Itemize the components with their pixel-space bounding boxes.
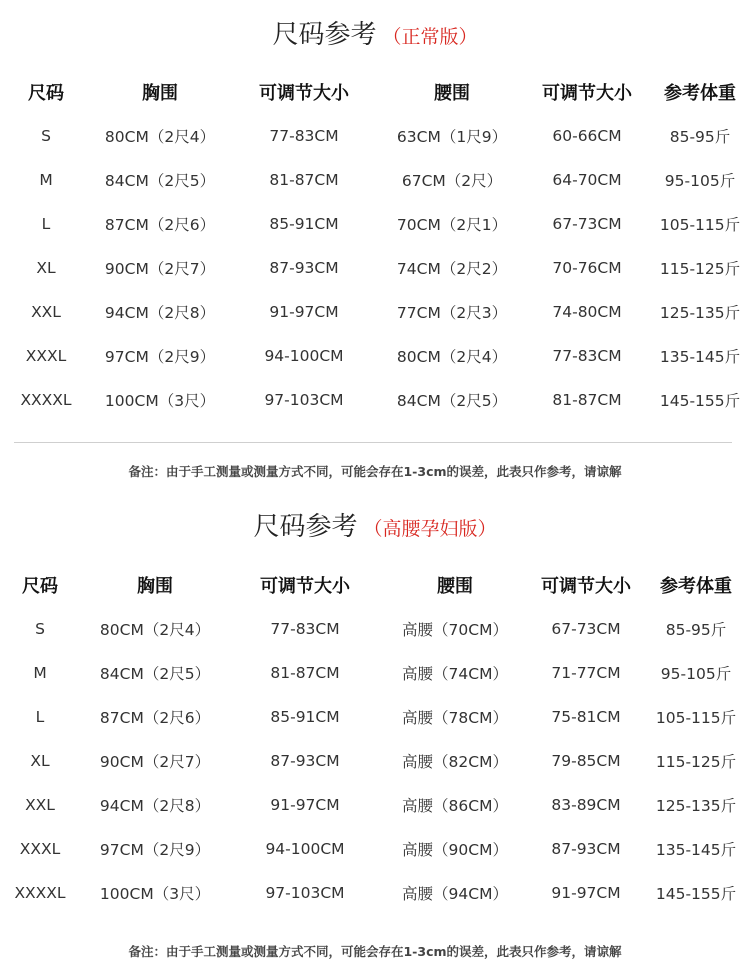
size-chart-title <box>0 512 750 544</box>
cell-weight: 145-155斤 <box>655 885 737 903</box>
cell-weight: 85-95斤 <box>669 128 731 146</box>
table-row <box>0 607 750 651</box>
table-row <box>0 739 750 783</box>
cell-chest-adjustable: 85-91CM <box>269 215 339 233</box>
cell-size: XXL <box>31 303 61 321</box>
cell-weight: 135-145斤 <box>655 841 737 859</box>
cell-size: L <box>35 708 45 726</box>
cell-chest-adjustable: 94-100CM <box>265 840 345 858</box>
title-subtitle: （正常版） <box>382 26 478 48</box>
header-weight: 参考体重 <box>664 83 736 104</box>
cell-chest: 84CM（2尺5） <box>99 665 211 683</box>
cell-waist-adjustable: 71-77CM <box>551 664 621 682</box>
cell-chest: 90CM（2尺7） <box>104 260 216 278</box>
header-waist-adjustable: 可调节大小 <box>541 576 631 597</box>
cell-size: M <box>33 664 47 682</box>
table-header-row <box>0 70 750 114</box>
cell-chest-adjustable: 81-87CM <box>270 664 340 682</box>
table-row <box>0 783 750 827</box>
cell-weight: 125-135斤 <box>655 797 737 815</box>
cell-size: XXXXL <box>14 884 66 902</box>
table-row <box>0 827 750 871</box>
cell-weight: 95-105斤 <box>660 665 732 683</box>
header-chest-adjustable: 可调节大小 <box>260 576 350 597</box>
cell-size: XXL <box>25 796 55 814</box>
size-chart-title <box>0 20 750 52</box>
table-row <box>0 158 750 202</box>
footnote: 备注：由于手工测量或测量方式不同，可能会存在1-3cm的误差，此表只作参考，请谅解 <box>128 944 622 959</box>
cell-chest-adjustable: 77-83CM <box>269 127 339 145</box>
cell-weight: 115-125斤 <box>655 753 737 771</box>
cell-waist: 高腰（74CM） <box>402 665 508 683</box>
cell-chest: 80CM（2尺4） <box>99 621 211 639</box>
cell-waist-adjustable: 77-83CM <box>552 347 622 365</box>
cell-chest-adjustable: 91-97CM <box>269 303 339 321</box>
table-row <box>0 246 750 290</box>
header-chest: 胸围 <box>137 576 173 597</box>
cell-waist-adjustable: 91-97CM <box>551 884 621 902</box>
cell-waist: 高腰（82CM） <box>402 753 508 771</box>
cell-size: XXXL <box>25 347 67 365</box>
cell-waist: 高腰（70CM） <box>402 621 508 639</box>
cell-chest-adjustable: 81-87CM <box>269 171 339 189</box>
cell-weight: 105-115斤 <box>655 709 737 727</box>
cell-waist-adjustable: 67-73CM <box>552 215 622 233</box>
cell-chest: 94CM（2尺8） <box>104 304 216 322</box>
cell-weight: 125-135斤 <box>659 304 741 322</box>
cell-waist: 84CM（2尺5） <box>396 392 508 410</box>
cell-waist-adjustable: 70-76CM <box>552 259 622 277</box>
table-row <box>0 651 750 695</box>
cell-waist-adjustable: 74-80CM <box>552 303 622 321</box>
cell-size: XXXXL <box>20 391 72 409</box>
cell-waist: 高腰（94CM） <box>402 885 508 903</box>
cell-waist: 高腰（90CM） <box>402 841 508 859</box>
cell-chest: 94CM（2尺8） <box>99 797 211 815</box>
table-row <box>0 202 750 246</box>
cell-chest-adjustable: 91-97CM <box>270 796 340 814</box>
cell-chest: 84CM（2尺5） <box>104 172 216 190</box>
title-text: 尺码参考 <box>253 512 358 542</box>
table-row <box>0 871 750 915</box>
size-table <box>0 563 750 915</box>
table-header-row <box>0 563 750 607</box>
cell-chest: 97CM（2尺9） <box>104 348 216 366</box>
cell-waist-adjustable: 64-70CM <box>552 171 622 189</box>
table-row <box>0 334 750 378</box>
cell-chest-adjustable: 85-91CM <box>270 708 340 726</box>
cell-size: L <box>41 215 51 233</box>
cell-size: S <box>35 620 45 638</box>
header-waist: 腰围 <box>434 83 470 104</box>
cell-chest: 87CM（2尺6） <box>99 709 211 727</box>
cell-chest-adjustable: 97-103CM <box>264 391 344 409</box>
cell-chest: 80CM（2尺4） <box>104 128 216 146</box>
cell-size: XL <box>30 752 50 770</box>
cell-weight: 145-155斤 <box>659 392 741 410</box>
cell-chest-adjustable: 94-100CM <box>264 347 344 365</box>
cell-size: XXXL <box>19 840 61 858</box>
cell-size: S <box>41 127 51 145</box>
cell-chest-adjustable: 87-93CM <box>270 752 340 770</box>
cell-waist: 63CM（1尺9） <box>396 128 508 146</box>
size-table <box>0 70 750 422</box>
header-size: 尺码 <box>22 576 58 597</box>
cell-waist-adjustable: 87-93CM <box>551 840 621 858</box>
cell-waist: 高腰（86CM） <box>402 797 508 815</box>
table-row <box>0 695 750 739</box>
cell-waist-adjustable: 67-73CM <box>551 620 621 638</box>
cell-waist-adjustable: 60-66CM <box>552 127 622 145</box>
header-chest: 胸围 <box>142 83 178 104</box>
title-text: 尺码参考 <box>272 20 377 50</box>
cell-size: M <box>39 171 53 189</box>
cell-chest-adjustable: 97-103CM <box>265 884 345 902</box>
header-waist: 腰围 <box>437 576 473 597</box>
cell-chest: 97CM（2尺9） <box>99 841 211 859</box>
section-divider <box>14 442 732 443</box>
cell-chest: 100CM（3尺） <box>99 885 211 903</box>
cell-waist: 77CM（2尺3） <box>396 304 508 322</box>
header-waist-adjustable: 可调节大小 <box>542 83 632 104</box>
header-size: 尺码 <box>28 83 64 104</box>
cell-weight: 135-145斤 <box>659 348 741 366</box>
cell-waist: 80CM（2尺4） <box>396 348 508 366</box>
cell-waist: 74CM（2尺2） <box>396 260 508 278</box>
footnote: 备注：由于手工测量或测量方式不同，可能会存在1-3cm的误差，此表只作参考，请谅解 <box>128 464 622 479</box>
cell-weight: 85-95斤 <box>665 621 727 639</box>
cell-size: XL <box>36 259 56 277</box>
table-row <box>0 290 750 334</box>
cell-chest-adjustable: 87-93CM <box>269 259 339 277</box>
cell-waist: 67CM（2尺） <box>401 172 503 190</box>
cell-waist-adjustable: 79-85CM <box>551 752 621 770</box>
title-subtitle: （高腰孕妇版） <box>363 518 497 540</box>
cell-chest-adjustable: 77-83CM <box>270 620 340 638</box>
table-row <box>0 114 750 158</box>
cell-waist: 高腰（78CM） <box>402 709 508 727</box>
cell-waist-adjustable: 75-81CM <box>551 708 621 726</box>
cell-weight: 105-115斤 <box>659 216 741 234</box>
cell-weight: 115-125斤 <box>659 260 741 278</box>
cell-chest: 90CM（2尺7） <box>99 753 211 771</box>
header-weight: 参考体重 <box>660 576 732 597</box>
header-chest-adjustable: 可调节大小 <box>259 83 349 104</box>
cell-waist-adjustable: 81-87CM <box>552 391 622 409</box>
cell-weight: 95-105斤 <box>664 172 736 190</box>
cell-waist-adjustable: 83-89CM <box>551 796 621 814</box>
table-row <box>0 378 750 422</box>
cell-chest: 100CM（3尺） <box>104 392 216 410</box>
cell-waist: 70CM（2尺1） <box>396 216 508 234</box>
cell-chest: 87CM（2尺6） <box>104 216 216 234</box>
